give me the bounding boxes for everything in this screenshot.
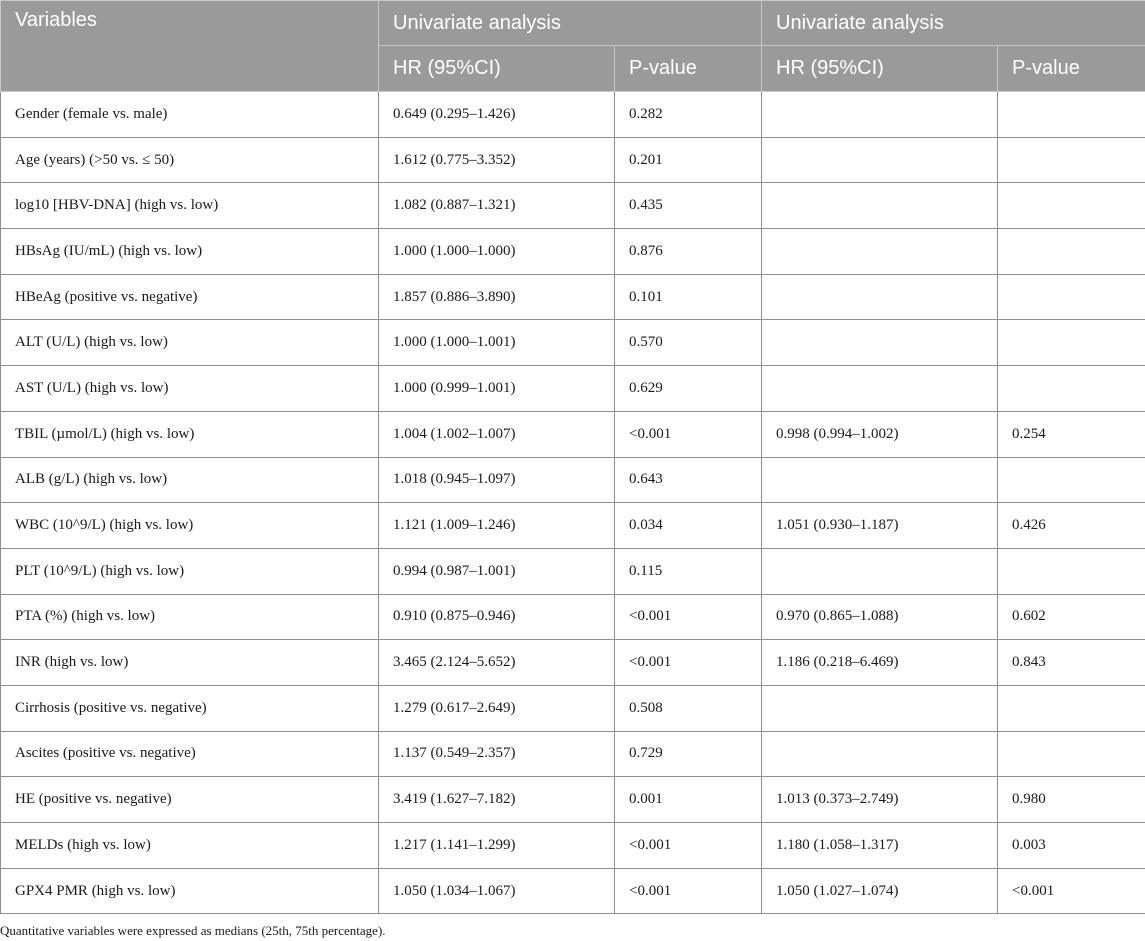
table-row — [1, 685, 1145, 731]
variable-cell: MELDs (high vs. low) — [1, 823, 379, 869]
hr-cell-2 — [762, 457, 998, 503]
p-cell-2 — [998, 137, 1145, 183]
p-cell-1: 0.508 — [615, 685, 762, 731]
variable-cell: Ascites (positive vs. negative) — [1, 731, 379, 777]
hr-cell-1: 1.018 (0.945–1.097) — [379, 457, 615, 503]
p-cell-2: 0.426 — [998, 503, 1145, 549]
table-row — [1, 411, 1145, 457]
hr-cell-1: 3.465 (2.124–5.652) — [379, 640, 615, 686]
variable-cell: TBIL (µmol/L) (high vs. low) — [1, 411, 379, 457]
table-row — [1, 457, 1145, 503]
p-cell-2 — [998, 92, 1145, 138]
header-hr-1: HR (95%CI) — [379, 46, 615, 92]
variable-cell: PLT (10^9/L) (high vs. low) — [1, 548, 379, 594]
p-cell-1: 0.001 — [615, 777, 762, 823]
header-group-2: Univariate analysis — [762, 1, 1145, 46]
table-row — [1, 320, 1145, 366]
p-cell-2: <0.001 — [998, 868, 1145, 914]
variable-cell: GPX4 PMR (high vs. low) — [1, 868, 379, 914]
hr-cell-2 — [762, 274, 998, 320]
variable-cell: PTA (%) (high vs. low) — [1, 594, 379, 640]
hr-cell-2 — [762, 320, 998, 366]
table-row — [1, 777, 1145, 823]
table-row — [1, 640, 1145, 686]
variable-cell: HBsAg (IU/mL) (high vs. low) — [1, 229, 379, 275]
header-variables: Variables — [1, 1, 379, 92]
table-row — [1, 594, 1145, 640]
variable-cell: ALB (g/L) (high vs. low) — [1, 457, 379, 503]
p-cell-2 — [998, 274, 1145, 320]
p-cell-1: 0.034 — [615, 503, 762, 549]
hr-cell-1: 1.000 (1.000–1.001) — [379, 320, 615, 366]
hr-cell-2 — [762, 548, 998, 594]
p-cell-1: 0.729 — [615, 731, 762, 777]
p-cell-1: 0.201 — [615, 137, 762, 183]
hr-cell-1: 0.994 (0.987–1.001) — [379, 548, 615, 594]
hr-cell-1: 1.217 (1.141–1.299) — [379, 823, 615, 869]
hr-cell-1: 1.137 (0.549–2.357) — [379, 731, 615, 777]
variable-cell: HBeAg (positive vs. negative) — [1, 274, 379, 320]
variable-cell: Gender (female vs. male) — [1, 92, 379, 138]
hr-cell-2: 1.180 (1.058–1.317) — [762, 823, 998, 869]
hr-cell-2 — [762, 137, 998, 183]
p-cell-2 — [998, 685, 1145, 731]
variable-cell: Cirrhosis (positive vs. negative) — [1, 685, 379, 731]
table-header — [1, 1, 1145, 92]
p-cell-2 — [998, 457, 1145, 503]
variable-cell: INR (high vs. low) — [1, 640, 379, 686]
hr-cell-2 — [762, 183, 998, 229]
table-row — [1, 548, 1145, 594]
p-cell-2: 0.980 — [998, 777, 1145, 823]
p-cell-2: 0.003 — [998, 823, 1145, 869]
table-row — [1, 92, 1145, 138]
p-cell-1: 0.643 — [615, 457, 762, 503]
p-cell-1: <0.001 — [615, 411, 762, 457]
table-row — [1, 868, 1145, 914]
table-row — [1, 229, 1145, 275]
p-cell-2 — [998, 731, 1145, 777]
variable-cell: ALT (U/L) (high vs. low) — [1, 320, 379, 366]
hr-cell-1: 1.612 (0.775–3.352) — [379, 137, 615, 183]
hr-cell-2 — [762, 229, 998, 275]
hr-cell-2: 1.050 (1.027–1.074) — [762, 868, 998, 914]
hr-cell-1: 0.649 (0.295–1.426) — [379, 92, 615, 138]
table-body — [1, 92, 1145, 914]
header-p-1: P-value — [615, 46, 762, 92]
hr-cell-1: 0.910 (0.875–0.946) — [379, 594, 615, 640]
p-cell-2: 0.843 — [998, 640, 1145, 686]
header-p-2: P-value — [998, 46, 1145, 92]
hr-cell-2: 0.970 (0.865–1.088) — [762, 594, 998, 640]
p-cell-1: <0.001 — [615, 868, 762, 914]
p-cell-1: 0.876 — [615, 229, 762, 275]
p-cell-2 — [998, 183, 1145, 229]
variable-cell: Age (years) (>50 vs. ≤ 50) — [1, 137, 379, 183]
hr-cell-2 — [762, 731, 998, 777]
header-group-1: Univariate analysis — [379, 1, 762, 46]
hr-cell-1: 1.050 (1.034–1.067) — [379, 868, 615, 914]
table-footnote: Quantitative variables were expressed as medians (25th, 75th percentage). — [0, 923, 386, 938]
p-cell-1: 0.570 — [615, 320, 762, 366]
header-hr-2: HR (95%CI) — [762, 46, 998, 92]
p-cell-1: <0.001 — [615, 594, 762, 640]
hr-cell-2 — [762, 366, 998, 412]
table-row — [1, 823, 1145, 869]
p-cell-2 — [998, 229, 1145, 275]
hr-cell-1: 3.419 (1.627–7.182) — [379, 777, 615, 823]
table-row — [1, 137, 1145, 183]
hr-cell-1: 1.121 (1.009–1.246) — [379, 503, 615, 549]
p-cell-1: 0.282 — [615, 92, 762, 138]
p-cell-1: 0.435 — [615, 183, 762, 229]
p-cell-1: 0.629 — [615, 366, 762, 412]
hr-cell-2: 1.013 (0.373–2.749) — [762, 777, 998, 823]
variable-cell: WBC (10^9/L) (high vs. low) — [1, 503, 379, 549]
p-cell-1: <0.001 — [615, 640, 762, 686]
variable-cell: log10 [HBV-DNA] (high vs. low) — [1, 183, 379, 229]
hr-cell-1: 1.279 (0.617–2.649) — [379, 685, 615, 731]
hr-cell-2 — [762, 92, 998, 138]
hr-cell-2: 0.998 (0.994–1.002) — [762, 411, 998, 457]
hr-cell-2 — [762, 685, 998, 731]
table-row — [1, 274, 1145, 320]
p-cell-1: <0.001 — [615, 823, 762, 869]
hr-cell-2: 1.186 (0.218–6.469) — [762, 640, 998, 686]
p-cell-1: 0.115 — [615, 548, 762, 594]
p-cell-2: 0.254 — [998, 411, 1145, 457]
p-cell-1: 0.101 — [615, 274, 762, 320]
hr-cell-1: 1.000 (0.999–1.001) — [379, 366, 615, 412]
hr-cell-1: 1.857 (0.886–3.890) — [379, 274, 615, 320]
p-cell-2 — [998, 366, 1145, 412]
p-cell-2 — [998, 548, 1145, 594]
hr-cell-1: 1.004 (1.002–1.007) — [379, 411, 615, 457]
variable-cell: AST (U/L) (high vs. low) — [1, 366, 379, 412]
p-cell-2 — [998, 320, 1145, 366]
p-cell-2: 0.602 — [998, 594, 1145, 640]
hr-cell-1: 1.082 (0.887–1.321) — [379, 183, 615, 229]
hr-cell-1: 1.000 (1.000–1.000) — [379, 229, 615, 275]
variable-cell: HE (positive vs. negative) — [1, 777, 379, 823]
table-row — [1, 366, 1145, 412]
hr-cell-2: 1.051 (0.930–1.187) — [762, 503, 998, 549]
table-row — [1, 503, 1145, 549]
table-row — [1, 183, 1145, 229]
table-row — [1, 731, 1145, 777]
